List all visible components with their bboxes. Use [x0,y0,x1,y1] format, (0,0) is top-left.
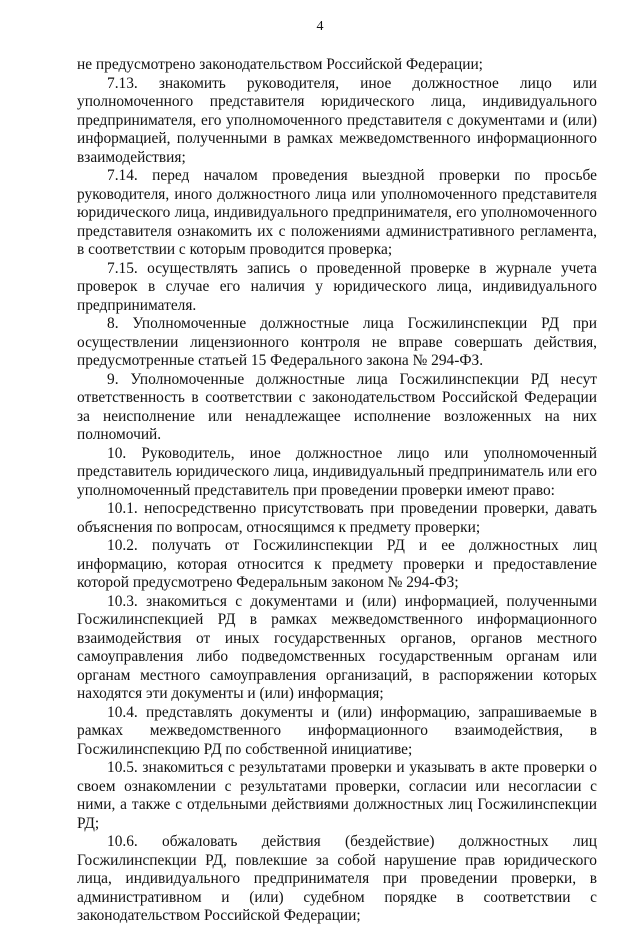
paragraph: 7.14. перед началом проведения выездной проверки по просьбе руководителя, иного должностного лица или уполномоченного представителя юридического лица, индивидуального предпринимателя, его уполномоченного представителя ознакомить их с положениями административного регламента, в соответствии с которым проводится проверка; [77,167,597,258]
paragraph: 10.6. обжаловать действия (бездействие) должностных лиц Госжилинспекции РД, повлекшие за собой нарушение прав юридического лица, индивидуального предпринимателя при проведении проверки, в административном и (или) судебном порядке в соответствии с законодательством Российской Федерации; [77,833,597,924]
paragraph: 7.13. знакомить руководителя, иное должностное лицо или уполномоченного представителя юридического лица, индивидуального предпринимателя, его уполномоченного представителя с документами и (или) информацией, полученными в рамках межведомственного информационного взаимодействия; [77,74,597,166]
paragraph: 10. Руководитель, иное должностное лицо или уполномоченный представитель юридического лица, индивидуальный предприниматель или его уполномоченный представитель при проведении проверки имеют право: [77,444,597,499]
paragraph: 9. Уполномоченные должностные лица Госжилинспекции РД несут ответственность в соответствии с законодательством Российской Федерации за неисполнение или ненадлежащее исполнение возложенных на них полномочий. [77,370,597,443]
paragraph: 7.15. осуществлять запись о проведенной проверке в журнале учета проверок в случае его наличия у юридического лица, индивидуального предпринимателя. [77,259,597,314]
paragraph: не предусмотрено законодательством Российской Федерации; [77,56,483,73]
paragraph: 10.3. знакомиться с документами и (или) информацией, полученными Госжилинспекцией РД в рамках межведомственного информационного взаимодействия от иных государственных органов, органов местного самоуправления либо подведомственных государственным органам или органам местного самоуправления организаций, в распоряжении которых находятся эти документы и (или) информация; [77,592,597,702]
paragraph: 10.1. непосредственно присутствовать при проведении проверки, давать объяснения по вопросам, относящимся к предмету проверки; [77,500,597,536]
paragraph: 8. Уполномоченные должностные лица Госжилинспекции РД при осуществлении лицензионного контроля не вправе совершать действия, предусмотренные статьей 15 Федерального закона № 294-ФЗ. [77,315,597,369]
paragraph: 10.4. представлять документы и (или) информацию, запрашиваемые в рамках межведомственного информационного взаимодействия, в Госжилинспекцию РД по собственной инициативе; [77,703,597,758]
page-number: 4 [316,19,324,34]
document-body [77,56,597,926]
paragraph: 10.5. знакомиться с результатами проверки и указывать в акте проверки о своем ознакомлении с результатами проверки, согласии или несогласии с ними, а также с отдельными действиями должностных лиц Госжилинспекции РД; [77,759,597,832]
paragraph: 10.2. получать от Госжилинспекции РД и ее должностных лиц информацию, которая относится к предмету проверки и предоставление которой предусмотрено Федеральным законом № 294-ФЗ; [77,537,597,591]
